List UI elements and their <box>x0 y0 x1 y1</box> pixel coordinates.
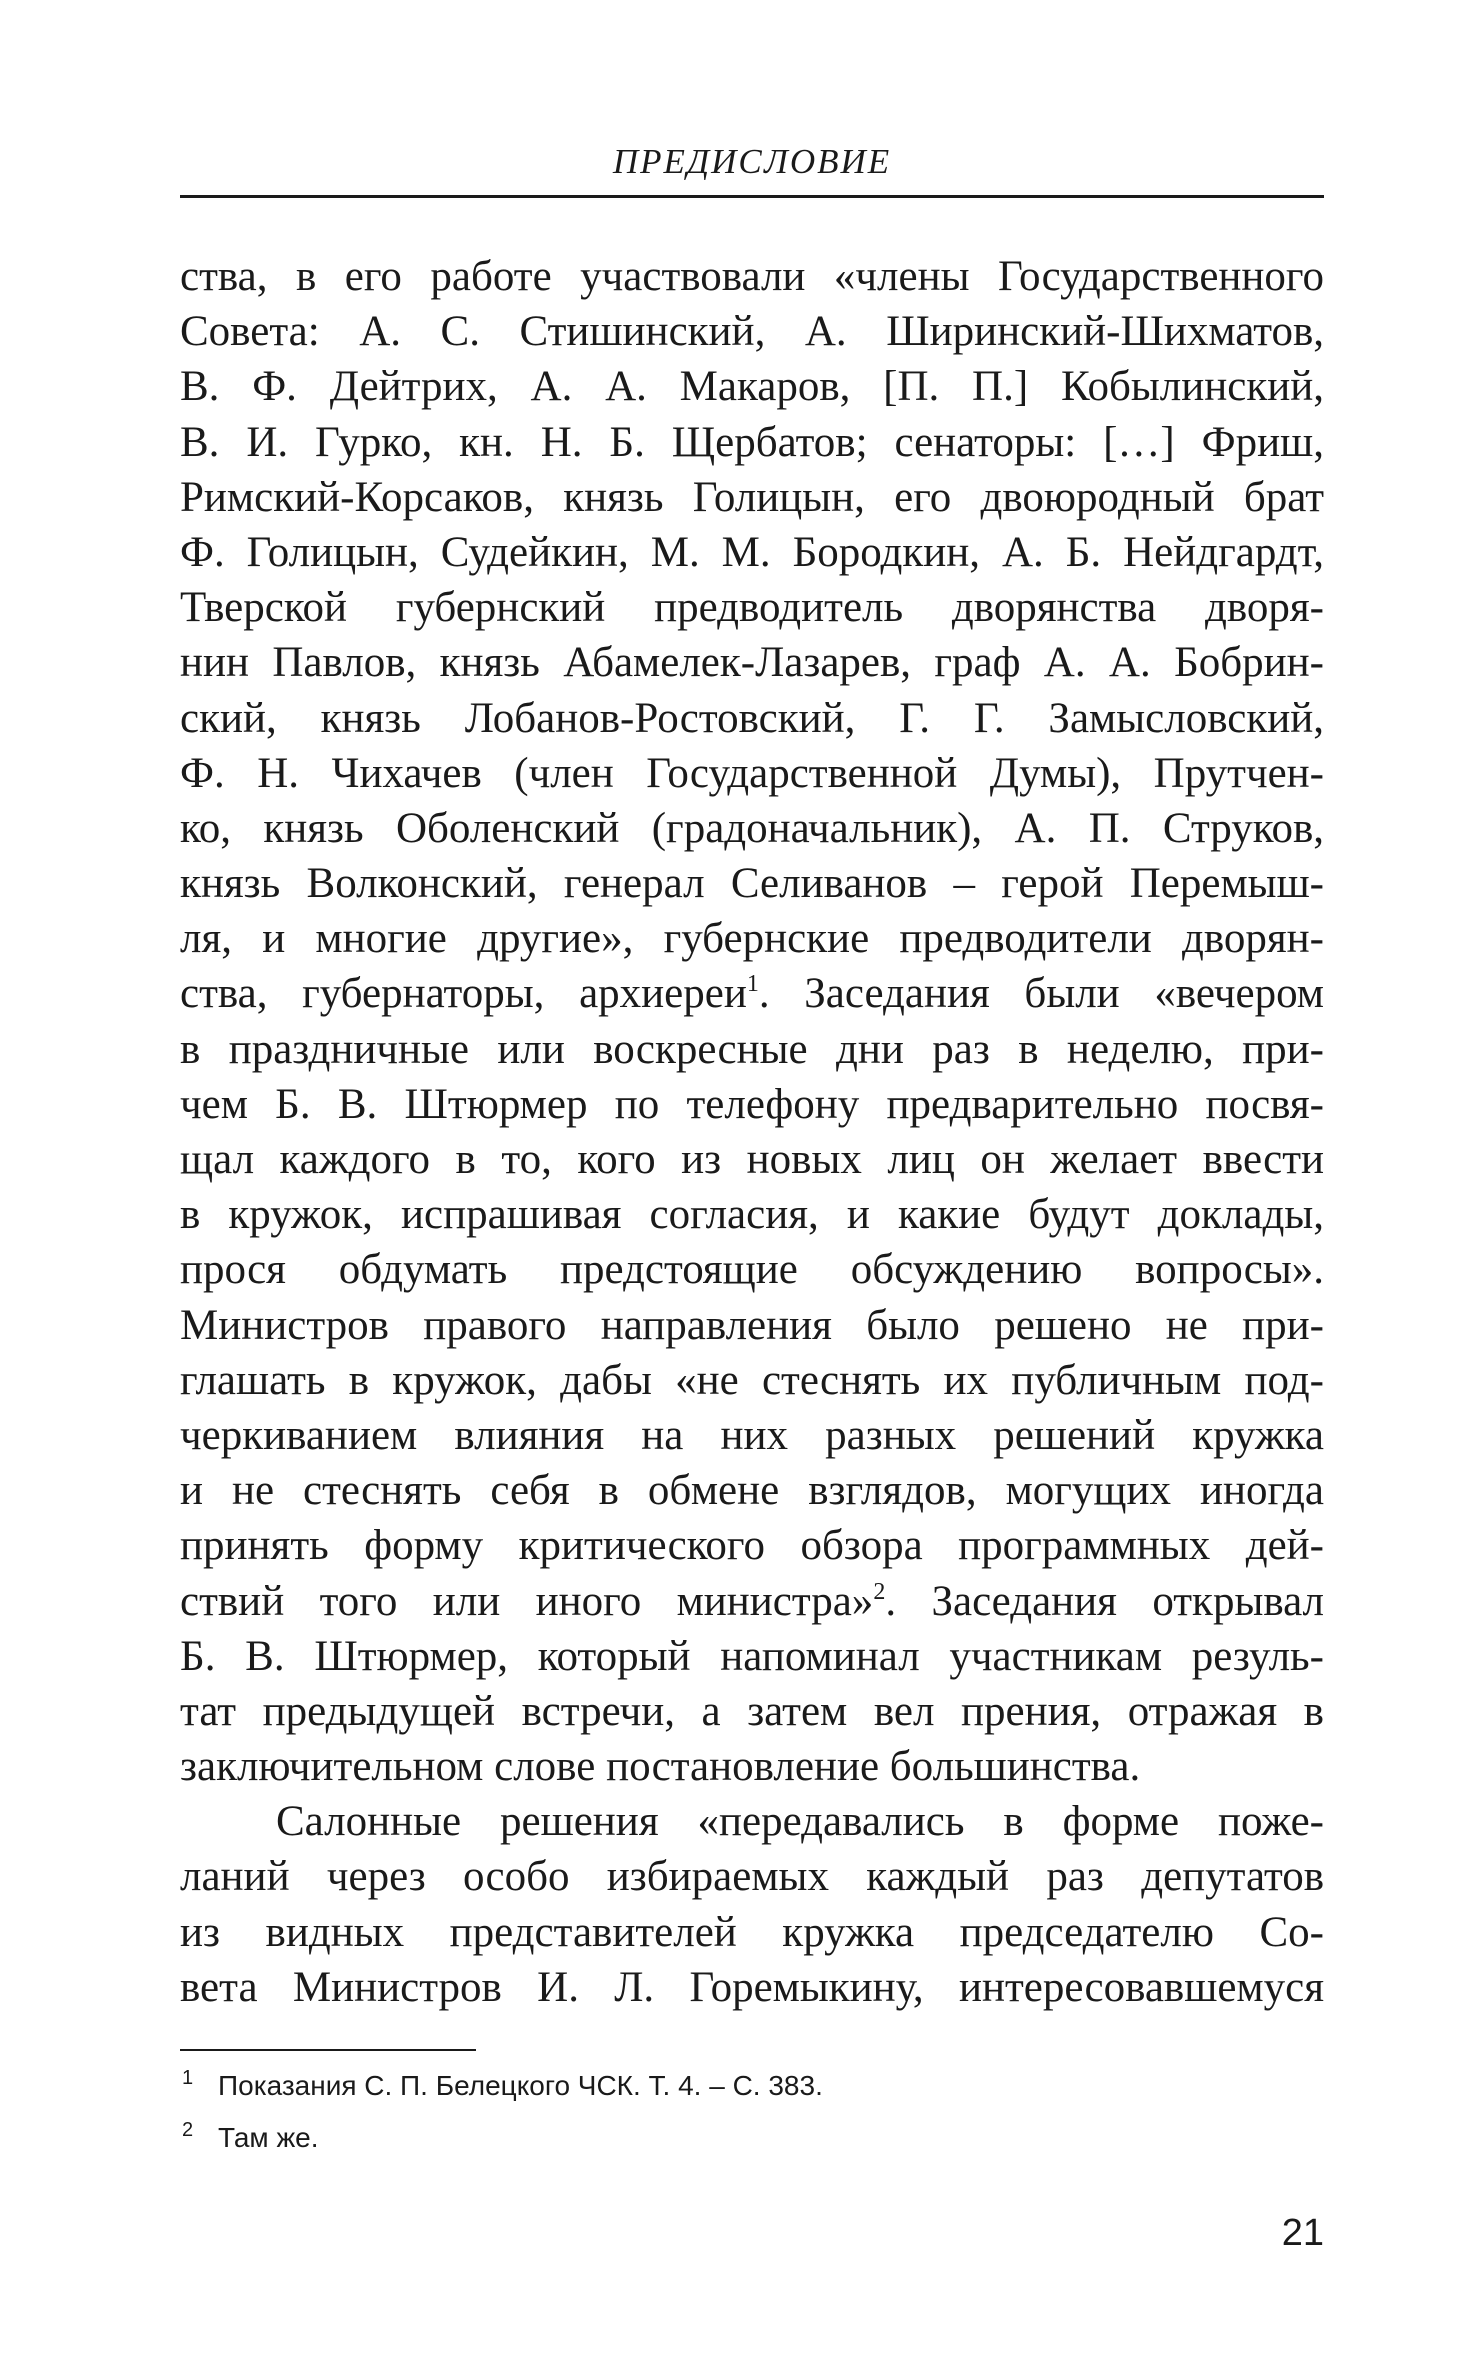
footnote-number: 2 <box>182 2119 194 2141</box>
text-line: вета Министров И. Л. Горемыкину, интересовавшемуся <box>180 1963 1324 2011</box>
running-head: ПРЕДИСЛОВИЕ <box>612 142 892 181</box>
text-line: тат предыдущей встречи, а затем вел прения, отражая в <box>180 1687 1324 1735</box>
text-line: князь Волконский, генерал Селиванов – герой Перемыш- <box>180 860 1324 908</box>
page-number: 21 <box>1281 2212 1324 2254</box>
text-line: прося обдумать предстоящие обсуждению вопросы». <box>180 1246 1324 1294</box>
footnotes <box>180 2066 1324 2170</box>
text-line: Б. В. Штюрмер, который напоминал участникам резуль- <box>180 1632 1324 1680</box>
text-line: ля, и многие другие», губернские предводители дворян- <box>180 915 1324 963</box>
text-line: чем Б. В. Штюрмер по телефону предварительно посвя- <box>180 1080 1324 1128</box>
text-line-with-footnote-ref <box>180 1574 1324 1629</box>
text-line: и не стеснять себя в обмене взглядов, могущих иногда <box>180 1467 1324 1515</box>
text-line: Министров правого направления было решено не при- <box>180 1301 1324 1349</box>
text-line: ко, князь Оболенский (градоначальник), А. П. Струков, <box>180 804 1324 852</box>
text-line: ский, князь Лобанов-Ростовский, Г. Г. Замысловский, <box>180 694 1324 742</box>
footnote-1 <box>180 2066 1324 2118</box>
footnote-separator <box>180 2049 476 2051</box>
footnote-ref-1[interactable]: 1 <box>746 971 759 998</box>
header-rule <box>180 195 1324 198</box>
text-segment: . Заседания открывал <box>885 1577 1324 1625</box>
footnote-text: Показания С. П. Белецкого ЧСК. Т. 4. – С. 383. <box>218 2070 823 2101</box>
text-line: В. И. Гурко, кн. Н. Б. Щербатов; сенаторы: […] Фриш, <box>180 418 1324 466</box>
text-line: в праздничные или воскресные дни раз в неделю, при- <box>180 1025 1324 1073</box>
footnote-text: Там же. <box>218 2122 319 2153</box>
text-line: Ф. Н. Чихачев (член Государственной Думы), Прутчен- <box>180 749 1324 797</box>
text-line: Тверской губернский предводитель дворянства дворя- <box>180 584 1324 632</box>
text-line: Ф. Голицын, Судейкин, М. М. Бородкин, А. Б. Нейдгардт, <box>180 528 1324 576</box>
text-segment: ства, губернаторы, архиереи <box>180 970 747 1018</box>
paragraph-last-line: заключительном слове постановление большинства. <box>180 1743 1141 1791</box>
paragraph-first-line: Салонные решения «передавались в форме поже- <box>276 1798 1324 1846</box>
text-line: глашать в кружок, дабы «не стеснять их публичным под- <box>180 1356 1324 1404</box>
text-line: черкиванием влияния на них разных решений кружка <box>180 1411 1324 1459</box>
text-line: в кружок, испрашивая согласия, и какие будут доклады, <box>180 1191 1324 1239</box>
text-line: нин Павлов, князь Абамелек-Лазарев, граф А. А. Бобрин- <box>180 639 1324 687</box>
text-segment: ствий того или иного министра» <box>180 1577 874 1625</box>
text-line: из видных представителей кружка председателю Со- <box>180 1908 1324 1956</box>
text-line: Римский-Корсаков, князь Голицын, его двоюродный брат <box>180 473 1324 521</box>
footnote-2 <box>180 2118 1324 2170</box>
text-line: Совета: А. С. Стишинский, А. Ширинский-Шихматов, <box>180 308 1324 356</box>
text-segment: . Заседания были «вечером <box>758 970 1324 1018</box>
text-line-with-footnote-ref <box>180 966 1324 1021</box>
text-line: щал каждого в то, кого из новых лиц он желает ввести <box>180 1136 1324 1183</box>
text-line: принять форму критического обзора программных дей- <box>180 1522 1324 1570</box>
text-line: ланий через особо избираемых каждый раз депутатов <box>180 1853 1324 1901</box>
text-line: ства, в его работе участвовали «члены Государственного <box>180 253 1324 300</box>
body-text <box>180 249 1324 2015</box>
footnote-number: 1 <box>182 2067 194 2089</box>
text-line: В. Ф. Дейтрих, А. А. Макаров, [П. П.] Кобылинский, <box>180 363 1324 411</box>
footnote-ref-2[interactable]: 2 <box>873 1578 886 1605</box>
